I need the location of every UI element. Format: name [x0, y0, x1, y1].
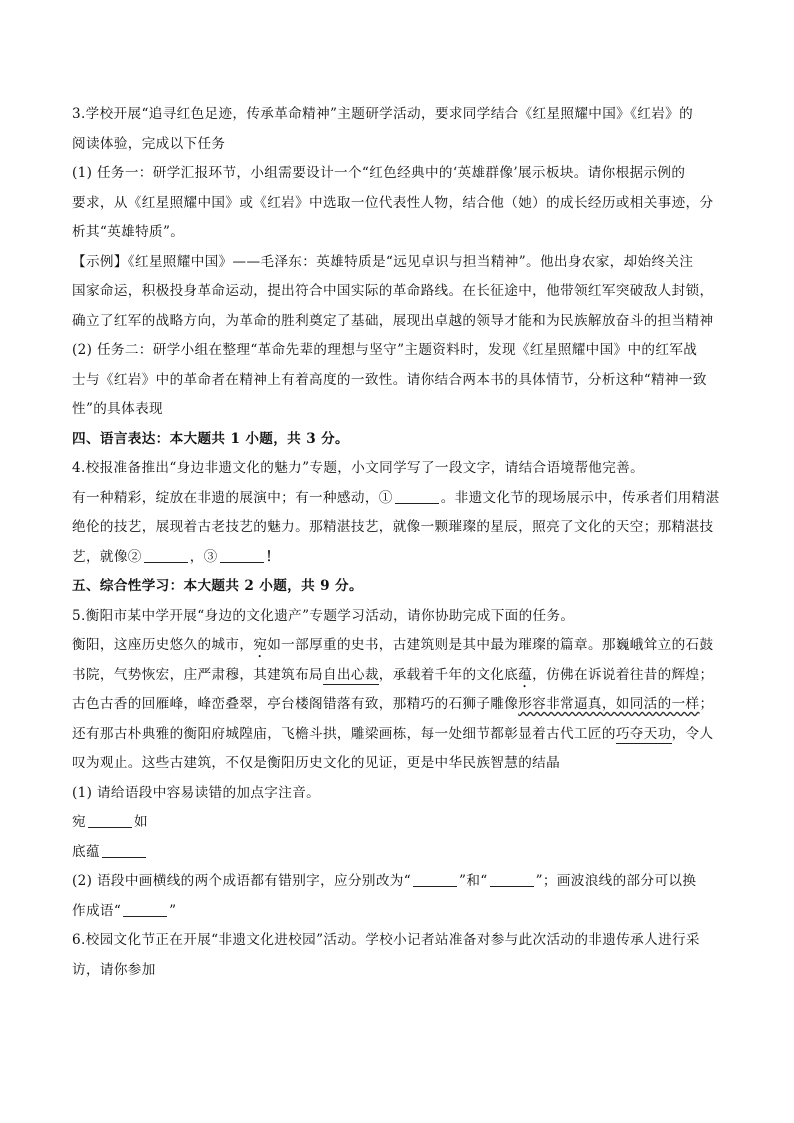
q4-paragraph-line-2: 绝伦的技艺，展现着古老技艺的魅力。那精湛技艺，就像一颗璀璨的星辰，照亮了文化的天空；那精湛技: [72, 519, 714, 535]
answer-blank-3[interactable]: [220, 547, 264, 563]
answer-blank-idiom-1[interactable]: [413, 871, 457, 887]
q5-sub2-text-b: ”和“: [459, 873, 488, 889]
answer-blank-idiom-3[interactable]: [123, 901, 167, 917]
q4-paragraph-line-3: [72, 543, 722, 573]
q3-intro-line-1: 3.学校开展“追寻红色足迹，传承革命精神”主题研学活动，要求同学结合《红星照耀中国》《红岩》的: [72, 106, 694, 122]
q5-sub1-item-a: [72, 808, 722, 838]
q5-p2-text-b: ，承载着千年的文化底: [378, 666, 519, 683]
q5-p2-text-a: 书院，气势恢宏，庄严肃穆，其建筑布局: [72, 666, 323, 683]
q5-sub2-text-c: ”；画波浪线的部分可以换: [535, 873, 697, 889]
answer-blank-pinyin-2[interactable]: [102, 842, 146, 858]
q6-line-2: 访，请你参加: [72, 961, 156, 978]
q5-prompt: 5.衡阳市某中学开展“身边的文化遗产”专题学习活动，请你协助完成下面的任务。: [72, 607, 575, 624]
wavy-underlined-phrase: 形容非常逼真，如同活的一样: [518, 696, 700, 712]
section4-heading: 四、语言表达：本大题共 1 小题，共 3 分。: [72, 430, 349, 447]
q5-passage-line-5: 叹为观止。这些古建筑，不仅是衡阳历史文化的见证，更是中华民族智慧的结晶: [72, 755, 561, 771]
dotted-char-yun: 蕴: [518, 666, 533, 683]
sub1-char-wan: 宛: [72, 814, 86, 830]
q5-passage-line-2: [72, 661, 722, 691]
q4-p3-text-c: ！: [265, 548, 280, 565]
q4-prompt: 4.校报准备推出“身边非遗文化的魅力”专题，小文同学写了一段文字，请结合语境帮他完善。: [72, 460, 645, 476]
q3-task2-line-1: (2) 任务二：研学小组在整理“革命先辈的理想与坚守”主题资料时，发现《红星照耀中国》中的红军战: [72, 342, 698, 358]
q5-p1-text-a: 衡阳，这座历史悠久的城市，: [72, 637, 254, 653]
q5-sub1-item-b: [72, 838, 722, 868]
q3-intro-line-2: 阅读体验，完成以下任务: [72, 135, 226, 152]
q3-example-line-3: 确立了红军的战略方向，为革命的胜利奠定了基础，展现出卓越的领导才能和为民族解放奋斗的担当精神: [72, 312, 714, 329]
q4-p1-text-b: 。非遗文化节的现场展示中，传承者们用精湛: [440, 489, 720, 506]
q5-p2-text-c: ，仿佛在诉说着往昔的辉煌；: [532, 666, 714, 683]
q5-p3-text-b: ；: [699, 696, 714, 712]
q5-p4-text-b: ，令人: [671, 725, 714, 742]
section5-heading: 五、综合性学习：本大题共 2 小题，共 9 分。: [72, 578, 363, 594]
q3-task1-line-1: (1) 任务一：研学汇报环节，小组需要设计一个“红色经典中的‘英雄群像’展示板块。请你根据示例的: [72, 165, 686, 181]
q3-task1-line-2: 要求，从《红星照耀中国》或《红岩》中选取一位代表性人物，结合他（她）的成长经历或相关事迹，分: [72, 194, 714, 211]
answer-blank-1[interactable]: [395, 488, 439, 504]
q5-sub2-text-a: (2) 语段中画横线的两个成语都有错别字，应分别改为“: [72, 873, 412, 889]
sub1-char-ru: 如: [133, 814, 148, 830]
q3-example-line-2: 国家命运，积极投身革命运动，提出符合中国实际的革命路线。在长征途中，他带领红军突破敌人封锁，: [72, 283, 714, 299]
q4-p1-text-a: 有一种精彩，绽放在非遗的展演中；有一种感动，①: [72, 489, 393, 506]
answer-blank-idiom-2[interactable]: [490, 871, 534, 887]
q5-sub2-text-e: ”: [169, 902, 177, 919]
q6-line-1: 6.校园文化节正在开展“非遗文化进校园”活动。学校小记者站准备对参与此次活动的非遗传承人进行采: [72, 932, 700, 948]
q5-sub1-prompt: (1) 请给语段中容易读错的加点字注音。: [72, 784, 321, 801]
q3-task1-line-3: 析其“英雄特质”。: [72, 224, 185, 240]
q5-passage-line-3: [72, 690, 722, 720]
q3-example-line-1: 【示例】《红星照耀中国》——毛泽东：英雄特质是“远见卓识与担当精神”。他出身农家，却始终关注: [72, 253, 694, 270]
q5-passage-line-4: [72, 720, 722, 750]
underlined-idiom-1: 自出心裁: [323, 666, 379, 683]
q5-p1-text-b: 如一部厚重的史书，古建筑则是其中最为璀璨的篇章。那巍峨耸立的石鼓: [267, 637, 714, 653]
q5-sub2-line-2: [72, 897, 722, 927]
page-content: [72, 100, 722, 985]
dotted-char-wan: 宛: [253, 637, 268, 653]
q3-task2-line-2: 士与《红岩》中的革命者在精神上有着高度的一致性。请你结合两本书的具体情节，分析这种“精神一致: [72, 371, 707, 388]
q5-p3-text-a: 古色古香的回雁峰，峰峦叠翠，亭台楼阁错落有致，那精巧的石狮子雕像: [72, 696, 519, 712]
q3-task2-line-3: 性”的具体表现: [72, 401, 163, 417]
answer-blank-2[interactable]: [144, 547, 188, 563]
underlined-idiom-2: 巧夺天功: [615, 725, 672, 742]
q5-p4-text-a: 还有那古朴典雅的衡阳府城隍庙，飞檐斗拱，雕梁画栋，每一处细节都彰显着古代工匠的: [72, 725, 616, 742]
q4-p3-text-a: 艺，就像②: [72, 548, 142, 565]
sub1-word-diyun: 底蕴: [72, 843, 100, 860]
q5-sub2-line-1: [72, 867, 722, 897]
q5-sub2-text-d: 作成语“: [72, 902, 122, 919]
answer-blank-pinyin-1[interactable]: [88, 812, 132, 828]
q4-p3-text-b: ，③: [189, 548, 218, 565]
q4-paragraph-line-1: [72, 484, 722, 514]
q5-passage-line-1: [72, 631, 722, 661]
